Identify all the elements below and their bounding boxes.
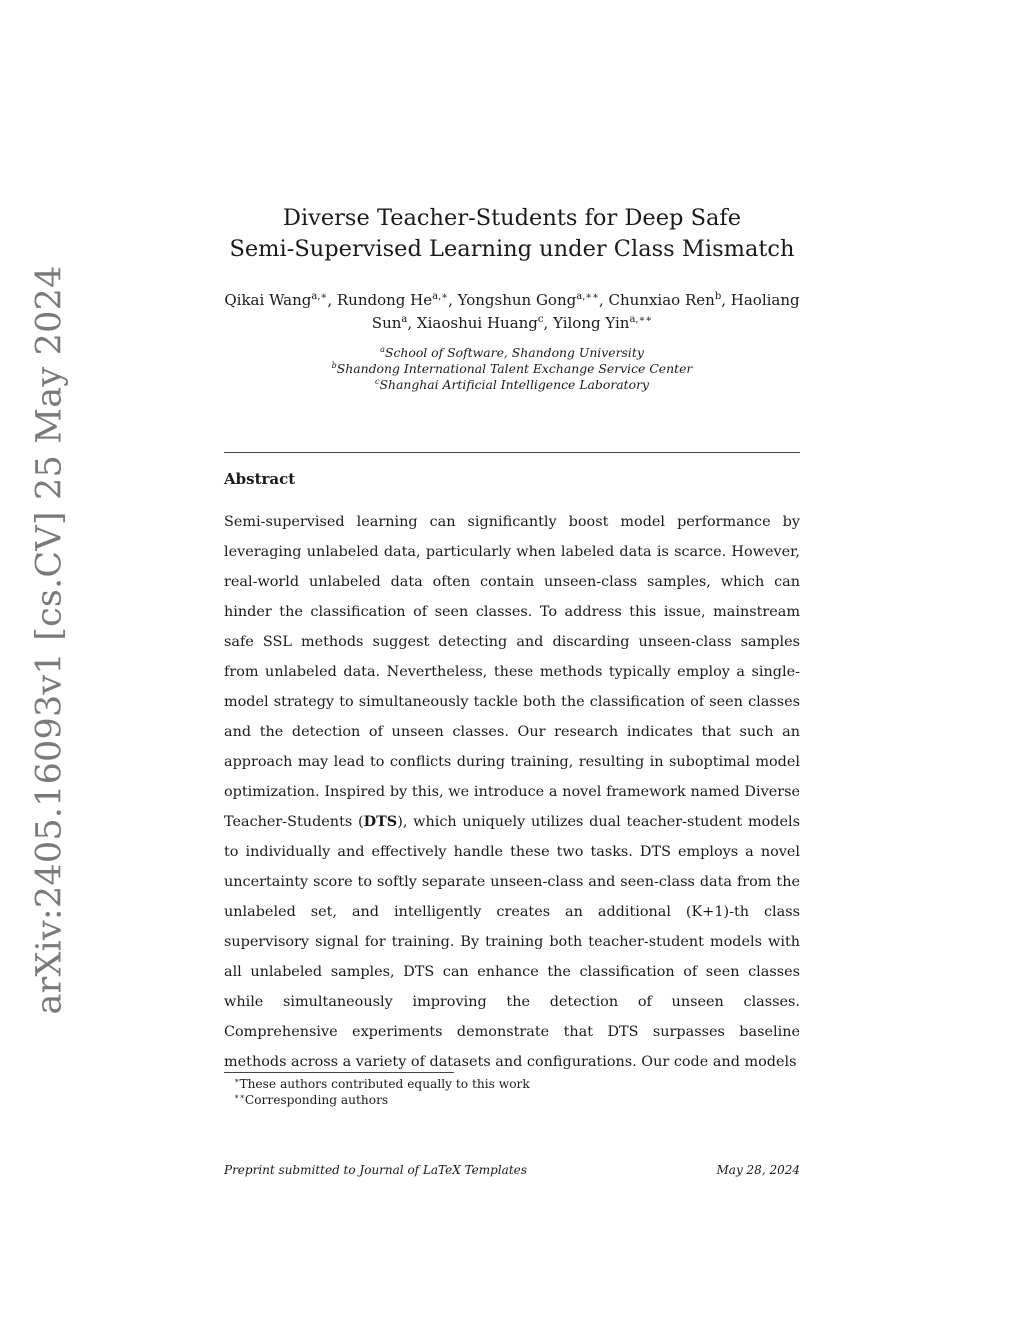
author-separator: , (448, 291, 458, 309)
footnote-mark: ∗∗ (234, 1091, 245, 1101)
abstract-text-part-2: ), which uniquely utilizes dual teacher-student models to individually and effectively handle these two tasks. DTS employs a novel uncertainty score to softly separate unseen-class and seen-class data from the unlabeled set, and intelligently creates an additional (K+1)-th class supervisory signal for training. By training both teacher-student models with all unlabeled samples, DTS can enhance the classification of seen classes while simultaneously improving the detection of unseen classes. Comprehensive experiments demonstrate that DTS surpasses baseline methods across a variety of datasets and configurations. Our code and models (224, 814, 800, 1070)
affiliation-text: Shanghai Artificial Intelligence Laboratory (379, 377, 649, 392)
author-affil-mark: b (714, 291, 722, 302)
author-separator: , (327, 291, 337, 309)
footnote-mark: ∗ (234, 1075, 240, 1085)
abstract-bold-acronym: DTS (363, 813, 398, 830)
author-affil-mark: c (537, 314, 544, 325)
author-affil-mark: a,∗ (311, 291, 328, 302)
author-affil-mark: a (401, 314, 408, 325)
affiliation-line (222, 361, 802, 377)
paper-title (222, 203, 802, 265)
affiliation-line (222, 345, 802, 361)
author-separator: , (407, 314, 417, 332)
affiliations (222, 345, 802, 393)
footnote-text: Corresponding authors (244, 1093, 389, 1107)
affiliation-mark: a (380, 344, 385, 354)
author-separator: , (598, 291, 609, 309)
affiliation-line (222, 377, 802, 393)
affiliation-text: Shandong International Talent Exchange Service Center (336, 361, 693, 376)
author-name: Yilong Yin (553, 314, 630, 332)
footer-preprint-note: Preprint submitted to Journal of LaTeX Templates (224, 1163, 527, 1177)
footnote-rule (224, 1072, 454, 1073)
footnotes (234, 1076, 530, 1108)
title-line-2: Semi-Supervised Learning under Class Mismatch (229, 236, 795, 262)
author-affil-mark: a,∗∗ (576, 291, 599, 302)
arxiv-sidebar-stamp (28, 265, 72, 1015)
author-affil-mark: a,∗∗ (629, 314, 653, 325)
footnote-line (234, 1092, 530, 1108)
affiliation-text: School of Software, Shandong University (384, 345, 644, 360)
affiliation-mark: c (375, 376, 380, 386)
author-separator: , (543, 314, 554, 332)
footer-date: May 28, 2024 (716, 1163, 800, 1177)
author-name: Yongshun Gong (457, 291, 577, 309)
abstract-heading: Abstract (224, 470, 296, 488)
abstract-text-part-1: Semi-supervised learning can significantly boost model performance by leveraging unlabeled data, particularly when labeled data is scarce. However, real-world unlabeled data often contain unseen-class samples, which can hinder the classification of seen classes. To address this issue, mainstream safe SSL methods suggest detecting and discarding unseen-class samples from unlabeled data. Nevertheless, these methods typically employ a single-model strategy to simultaneously tackle both the classification of seen classes and the detection of unseen classes. Our research indicates that such an approach may lead to conflicts during training, resulting in suboptimal model optimization. Inspired by this, we introduce a novel framework named Diverse Teacher-Students ( (224, 514, 800, 830)
title-line-1: Diverse Teacher-Students for Deep Safe (282, 205, 742, 231)
arxiv-id-text: arXiv:2405.16093v1 [cs.CV] 25 May 2024 (30, 265, 71, 1015)
author-name: Qikai Wang (224, 291, 312, 309)
author-separator: , (721, 291, 731, 309)
author-name: Haoliang Sun (371, 291, 800, 332)
author-name: Rundong He (336, 291, 433, 309)
abstract-top-rule (224, 452, 800, 453)
author-name: Chunxiao Ren (608, 291, 715, 309)
footnote-line (234, 1076, 530, 1092)
abstract-body (224, 507, 800, 1077)
footnote-text: These authors contributed equally to this work (239, 1077, 530, 1091)
author-affil-mark: a,∗ (432, 291, 449, 302)
author-name: Xiaoshui Huang (416, 314, 538, 332)
author-list (222, 289, 802, 335)
affiliation-mark: b (331, 360, 337, 370)
